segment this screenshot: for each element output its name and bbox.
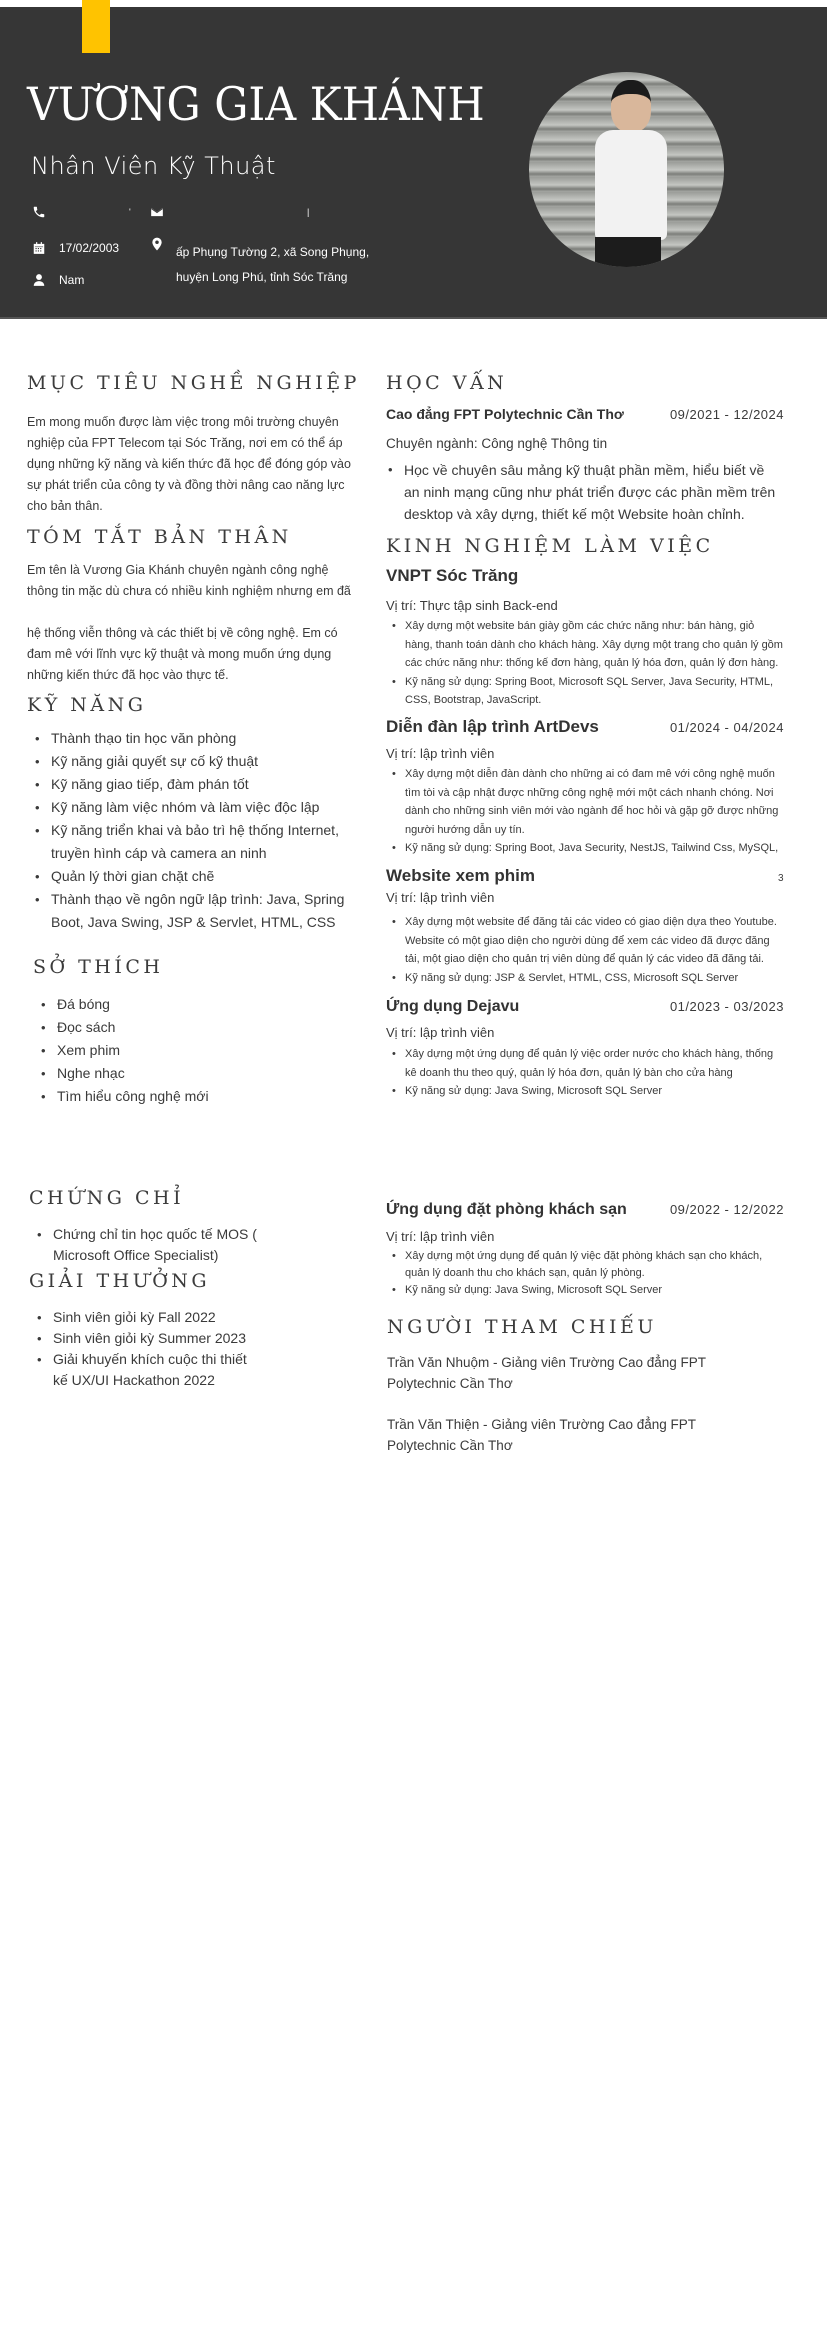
job-details: [386, 617, 784, 710]
job-header: [386, 717, 784, 737]
hobby-item: • Xem phim: [33, 1039, 333, 1062]
skill-item: • Kỹ năng triển khai và bảo trì hệ thống Internet, truyền hình cáp và camera an ninh: [27, 819, 347, 865]
job-header: [386, 1201, 784, 1219]
job-detail-item: • Xây dựng một website bán giày gồm các chức năng như: bán hàng, giỏ hàng, thanh toán dành cho khách hàng. Xây dựng một trang cho quản lý gồm các chức năng như: thống kế đơn hàng, quản lý hóa đơn, quản lý đơn hàng.: [386, 617, 784, 673]
job-role: Vị trí: lập trình viên: [386, 746, 495, 761]
section-title-certificates: CHỨNG CHỈ: [29, 1187, 185, 1209]
job-role: Vị trí: Thực tập sinh Back-end: [386, 598, 558, 613]
job-date: 09/2022 - 12/2022: [669, 1202, 784, 1217]
section-title-summary: TÓM TẮT BẢN THÂN: [27, 526, 292, 548]
certificates-list: [29, 1224, 259, 1266]
education-header: [386, 406, 784, 422]
awards-list: [29, 1307, 259, 1391]
section-title-awards: GIẢI THƯỞNG: [29, 1270, 211, 1292]
contact-address-icon: [149, 236, 177, 252]
award-item: • Sinh viên giỏi kỳ Summer 2023: [29, 1328, 259, 1349]
job-role: Vị trí: lập trình viên: [386, 890, 495, 905]
section-title-experience: KINH NGHIỆM LÀM VIỆC: [386, 535, 714, 557]
job-detail-item: • Kỹ năng sử dụng: Java Swing, Microsoft SQL Server: [386, 1282, 784, 1299]
accent-bar: [82, 0, 110, 53]
address: [176, 240, 376, 290]
objective-text: Em mong muốn được làm việc trong môi trường chuyên nghiệp của FPT Telecom tại Sóc Trăng, nơi em có thể áp dụng những kỹ năng và kiến thức đã học để đóng góp vào sự phát triển của công ty và đồng thời nâng cao năng lực cho bản thân.: [27, 415, 351, 513]
job-detail-item: • Xây dựng một website để đăng tải các video có giao diện dựa theo Youtube. Website có một giao diện cho người dùng để xem các video đã được đăng tải, một giao diện cho quản trị viên dùng để quản lý các video đã đăng tải.: [386, 913, 786, 969]
hobby-item: • Đọc sách: [33, 1016, 333, 1039]
section-title-skills: KỸ NĂNG: [27, 694, 147, 716]
skill-item: • Quản lý thời gian chặt chẽ: [27, 865, 347, 888]
job-details: [386, 1248, 784, 1299]
education-major: Chuyên ngành: Công nghệ Thông tin: [386, 436, 608, 451]
certificate-item: • Chứng chỉ tin học quốc tế MOS ( Microsoft Office Specialist): [29, 1224, 259, 1266]
profile-photo: [529, 72, 724, 267]
job-details: [386, 765, 784, 858]
job-org: VNPT Sóc Trăng: [386, 566, 519, 585]
location-pin-icon: [149, 236, 165, 252]
job-detail-item: • Xây dựng một ứng dụng để quản lý việc đặt phòng khách sạn cho khách, quản lý doanh thu cho khách sạn, quản lý phòng.: [386, 1248, 784, 1282]
hobby-item: • Đá bóng: [33, 993, 333, 1016]
summary-text-1: Em tên là Vương Gia Khánh chuyên ngành công nghệ thông tin mặc dù chưa có nhiều kinh nghiệm nhưng em đã: [27, 563, 351, 598]
email-value: |: [307, 207, 310, 217]
job-detail-item: • Kỹ năng sử dụng: JSP & Servlet, HTML, CSS, Microsoft SQL Server: [386, 969, 786, 988]
section-title-education: HỌC VẤN: [386, 372, 508, 394]
job-role: Vị trí: lập trình viên: [386, 1229, 495, 1244]
job-details: [386, 1045, 784, 1101]
award-item: • Giải khuyến khích cuộc thi thiết kế UX/UI Hackathon 2022: [29, 1349, 259, 1391]
job-title: Nhân Viên Kỹ Thuật: [31, 152, 276, 180]
job-date: 01/2023 - 03/2023: [669, 999, 784, 1014]
hobby-item: • Nghe nhạc: [33, 1062, 333, 1085]
job-header: [386, 566, 784, 586]
school-name: Cao đẳng FPT Polytechnic Cần Thơ: [386, 406, 624, 422]
skill-item: • Thành thạo tin học văn phòng: [27, 727, 347, 750]
job-org: Ứng dụng đặt phòng khách sạn: [386, 1201, 627, 1218]
job-org: Website xem phim: [386, 866, 535, 885]
calendar-icon: [31, 240, 47, 256]
contact-email: [149, 204, 309, 220]
job-detail-item: • Xây dựng một diễn đàn dành cho những ai có đam mê với công nghệ muốn tìm tòi và cập nhật được những công nghệ mới một cách nhanh chóng. Nơi dành cho những sinh viên mới vào ngành để hoc hỏi và gặp gỡ được những người hướng dẫn uy tín.: [386, 765, 784, 839]
contact-phone: [31, 204, 131, 220]
address-line-2: huyện Long Phú, tỉnh Sóc Trăng: [176, 270, 348, 284]
mail-icon: [149, 204, 165, 220]
contact-gender: [31, 272, 84, 288]
job-org: Diễn đàn lập trình ArtDevs: [386, 717, 599, 736]
job-header: [386, 998, 784, 1016]
job-role: Vị trí: lập trình viên: [386, 1025, 495, 1040]
job-org: Ứng dụng Dejavu: [386, 998, 520, 1015]
reference-item: Trần Văn Nhuộm - Giảng viên Trường Cao đẳng FPT Polytechnic Cần Thơ: [387, 1355, 706, 1391]
summary-text-2: hệ thống viễn thông và các thiết bị về công nghệ. Em có đam mê với lĩnh vực kỹ thuật và mong muốn ứng dụng những kiến thức đã học vào thực tế.: [27, 626, 338, 682]
gender-value: Nam: [59, 273, 85, 287]
section-title-hobbies: SỞ THÍCH: [33, 956, 164, 978]
resume-header: [0, 7, 827, 319]
job-detail-item: • Kỹ năng sử dụng: Spring Boot, Java Security, NestJS, Tailwind Css, MySQL,: [386, 839, 784, 858]
hobbies-list: [33, 993, 333, 1108]
skill-item: • Kỹ năng giao tiếp, đàm phán tốt: [27, 773, 347, 796]
job-detail-item: • Kỹ năng sử dụng: Spring Boot, Microsoft SQL Server, Java Security, HTML, CSS, Bootstrap, JavaScript.: [386, 673, 784, 710]
user-icon: [31, 272, 47, 288]
section-title-references: NGƯỜI THAM CHIẾU: [387, 1316, 657, 1338]
candidate-name: VƯƠNG GIA KHÁNH: [27, 77, 485, 131]
reference-item: Trần Văn Thiện - Giảng viên Trường Cao đẳng FPT Polytechnic Cần Thơ: [387, 1417, 696, 1453]
phone-value: ': [129, 207, 131, 217]
education-item: • Học về chuyên sâu mảng kỹ thuật phần mềm, hiểu biết về an ninh mạng cũng như phát triển được các phần mềm trên desktop và xây dựng, thiết kế một Website hoàn chỉnh.: [380, 459, 780, 525]
job-date: 01/2024 - 04/2024: [669, 720, 784, 735]
phone-icon: [31, 204, 47, 220]
skill-item: • Kỹ năng giải quyết sự cố kỹ thuật: [27, 750, 347, 773]
education-date: 09/2021 - 12/2024: [669, 407, 784, 422]
skill-item: • Thành thạo về ngôn ngữ lập trình: Java, Spring Boot, Java Swing, JSP & Servlet, HTML, CSS: [27, 888, 347, 934]
skill-item: • Kỹ năng làm việc nhóm và làm việc độc lập: [27, 796, 347, 819]
job-detail-item: • Kỹ năng sử dụng: Java Swing, Microsoft SQL Server: [386, 1082, 784, 1101]
award-item: • Sinh viên giỏi kỳ Fall 2022: [29, 1307, 259, 1328]
job-date: 3: [777, 873, 784, 884]
job-header: [386, 866, 784, 886]
contact-birthdate: [31, 240, 119, 256]
job-details: [386, 913, 786, 987]
section-title-objective: MỤC TIÊU NGHỀ NGHIỆP: [27, 372, 360, 394]
birthdate-value: 17/02/2003: [59, 241, 120, 255]
hobby-item: • Tìm hiểu công nghệ mới: [33, 1085, 333, 1108]
education-list: [380, 459, 780, 525]
job-detail-item: • Xây dựng một ứng dụng để quản lý việc order nước cho khách hàng, thống kê doanh thu theo quý, quản lý hóa đơn, quản lý bàn cho cửa hàng: [386, 1045, 784, 1082]
address-line-1: ấp Phụng Tường 2, xã Song Phụng,: [176, 245, 370, 259]
skills-list: [27, 727, 347, 934]
